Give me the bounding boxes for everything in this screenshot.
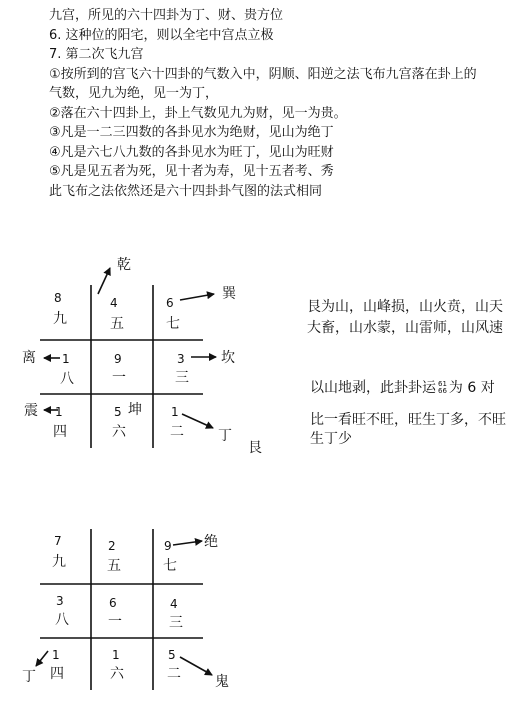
grid1-cell-gua: 七 [166,316,180,332]
fraction-bottom: 66 [438,387,447,395]
grid2-cell-gua: 二 [167,666,181,682]
note-text: 为 6 对 [448,380,495,396]
grid1-cell-num: 8 [54,291,62,305]
grid2-cell-num: 6 [109,596,117,610]
grid1-cell-num: 9 [114,352,122,366]
arrow-ding-2 [36,651,48,666]
grid2-cell-num: 3 [56,594,64,608]
grid2-cell-num: 7 [54,534,62,548]
arrow-gui [180,657,212,675]
grid1-cell-num: 4 [110,296,118,310]
grid2-cell-num: 2 [108,539,116,553]
text-line: ③凡是一二三四数的各卦见水为绝财，见山为绝丁 [49,125,334,140]
grid2-cell-num: 4 [170,597,178,611]
fraction [438,381,447,395]
grid2-cell-num: 1 [52,648,60,662]
label-li: 离 [22,350,36,366]
note-line: 大畜，山水蒙，山雷师，山风速 [307,320,503,336]
label-jue: 绝 [204,534,218,550]
text-line: 气数，见九为绝，见一为丁， [49,86,219,101]
grid2-cell-gua: 六 [110,666,124,682]
grid1-cell-gua: 五 [110,316,124,332]
grid1-cell-gua: 八 [60,371,74,387]
note-text: 以山地剥，此卦卦运 [310,380,436,396]
text-line: 6. 这种位的阳宅，则以全宅中宫点立极 [49,27,274,43]
fraction-top: 61 [438,380,447,388]
arrow-jue [173,541,202,545]
grid1-cell-gua: 九 [53,311,67,327]
label-kun: 坤 [128,402,142,418]
text-line: ⑤凡是见五者为死，见十者为寿，见十五者考、秀 [49,164,334,179]
label-kan: 坎 [221,350,235,366]
text-line: 九宫，所见的六十四卦为丁、财、贵方位 [49,8,284,23]
grid2-cell-gua: 四 [50,666,64,682]
note-line: 艮为山，山峰损，山火贲，山天 [307,299,503,315]
arrow-ding-1 [182,414,213,428]
grid2-cell-gua: 九 [52,554,66,570]
grid1-cell-num: 1 [55,405,63,419]
grid2-cell-gua: 八 [55,612,69,628]
grid1-cell-gua: 一 [112,370,126,386]
grid2-cell-num: 1 [112,648,120,662]
label-xun: 巽 [222,286,236,302]
grid2-cell-gua: 三 [169,615,183,631]
label-ding-2: 丁 [22,669,36,685]
grid1-cell-num: 5 [114,405,122,419]
label-qian: 乾 [117,257,131,273]
grid2-cell-gua: 一 [108,614,122,630]
note-line: 比一看旺不旺，旺生丁多，不旺 [310,412,506,428]
text-line: 7. 第二次飞九宫 [49,47,144,62]
grid1-cell-num: 6 [166,296,174,310]
text-line: ①按所到的宫飞六十四卦的气数入中，阴顺、阳逆之法飞布九宫落在卦上的 [49,66,477,82]
arrow-qian [98,268,110,294]
grid2-cell-gua: 五 [107,558,121,574]
grid1-cell-gua: 六 [112,424,126,440]
label-gui: 鬼 [215,674,229,690]
grid1-cell-num: 1 [62,352,70,366]
arrow-xun [180,294,214,300]
grid1-cell-gua: 三 [175,370,189,386]
text-line: ④凡是六七八九数的各卦见水为旺丁，见山为旺财 [49,144,334,160]
label-ding: 丁 [218,428,232,444]
note-line: 生丁少 [310,431,352,447]
grid1-cell-gua: 四 [53,424,67,440]
note-line-fraction [310,380,495,396]
text-line: ②落在六十四卦上，卦上气数见九为财，见一为贵。 [49,105,347,121]
grid1-cell-num: 3 [177,352,185,366]
grid2-cell-num: 9 [164,539,172,553]
text-line: 此飞布之法依然还是六十四卦卦气图的法式相同 [49,183,323,199]
label-zhen: 震 [24,403,38,419]
grid2-cell-gua: 七 [163,558,177,574]
grid2-cell-num: 5 [168,648,176,662]
grid1-cell-num: 1 [171,405,179,419]
label-gen: 艮 [248,440,262,456]
grid1-cell-gua: 二 [170,424,184,440]
